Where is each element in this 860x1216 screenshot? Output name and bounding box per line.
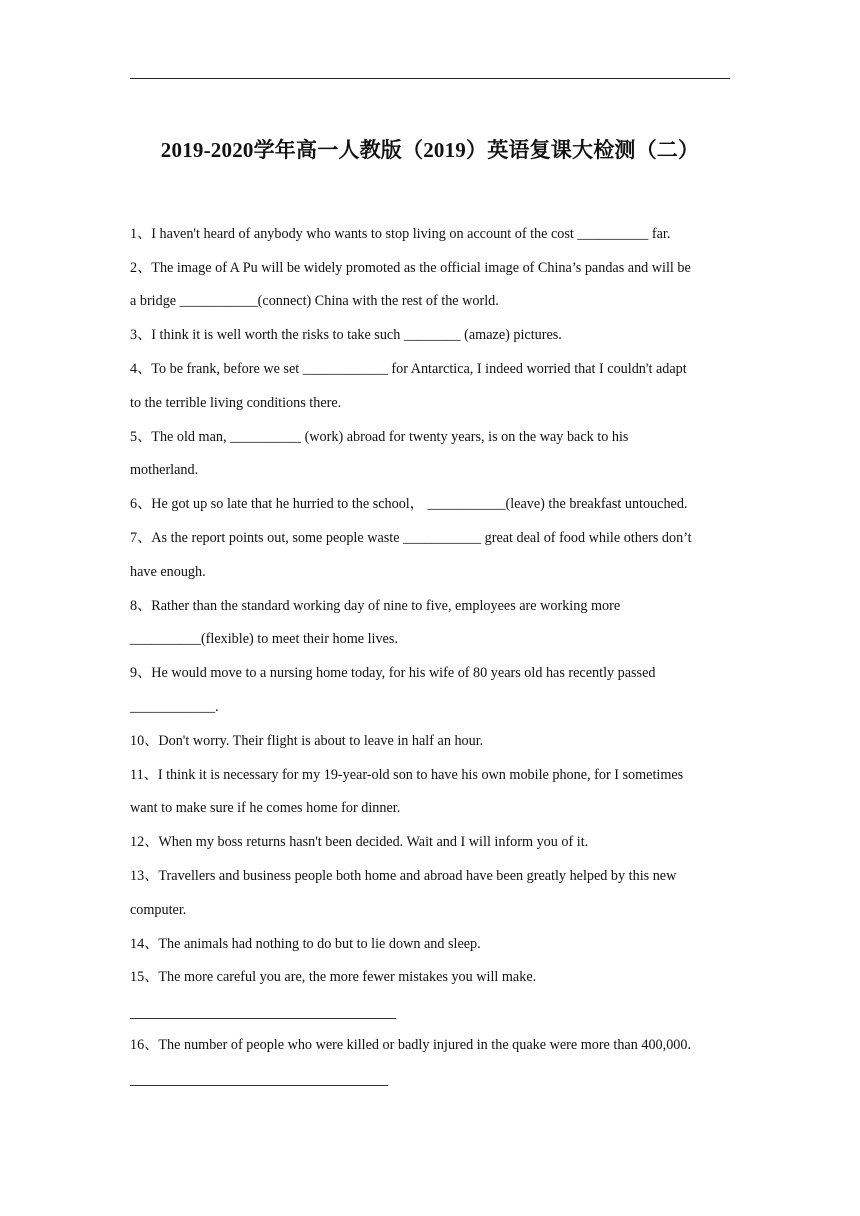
question-4-line-1: 4、To be frank, before we set ____________ for Antarctica, I indeed worried that I couldn't adapt xyxy=(130,361,687,377)
question-9-line-2: ____________. xyxy=(130,699,219,715)
question-8-line-2: __________(flexible) to meet their home lives. xyxy=(130,631,398,647)
question-3-line-1: 3、I think it is well worth the risks to take such ________ (amaze) pictures. xyxy=(130,327,562,343)
question-11-line-2: want to make sure if he comes home for dinner. xyxy=(130,800,401,816)
question-12-line-1: 12、When my boss returns hasn't been decided. Wait and I will inform you of it. xyxy=(130,834,589,850)
header-rule xyxy=(130,78,730,79)
question-15-answer-line xyxy=(130,1018,396,1019)
question-2-line-2: a bridge ___________(connect) China with the rest of the world. xyxy=(130,293,499,309)
question-14-line-1: 14、The animals had nothing to do but to lie down and sleep. xyxy=(130,936,481,952)
question-15-line-1: 15、The more careful you are, the more fewer mistakes you will make. xyxy=(130,969,537,985)
question-11-line-1: 11、I think it is necessary for my 19-year-old son to have his own mobile phone, for I sometimes xyxy=(130,767,684,783)
question-7-line-2: have enough. xyxy=(130,564,206,580)
question-8-line-1: 8、Rather than the standard working day of nine to five, employees are working more xyxy=(130,598,621,614)
question-1-line-1: 1、I haven't heard of anybody who wants to stop living on account of the cost __________ far. xyxy=(130,226,671,242)
question-5-line-1: 5、The old man, __________ (work) abroad for twenty years, is on the way back to his xyxy=(130,429,629,445)
question-16-answer-line xyxy=(130,1085,388,1086)
question-13-line-1: 13、Travellers and business people both home and abroad have been greatly helped by this new xyxy=(130,868,677,884)
document-title: 2019-2020学年高一人教版（2019）英语复课大检测（二） xyxy=(160,138,700,162)
question-9-line-1: 9、He would move to a nursing home today, for his wife of 80 years old has recently passed xyxy=(130,665,656,681)
question-7-line-1: 7、As the report points out, some people waste ___________ great deal of food while others don’t xyxy=(130,530,692,546)
question-13-line-2: computer. xyxy=(130,902,187,918)
question-16-line-1: 16、The number of people who were killed or badly injured in the quake were more than 400,000. xyxy=(130,1037,692,1053)
question-2-line-1: 2、The image of A Pu will be widely promoted as the official image of China’s pandas and will be xyxy=(130,260,691,276)
question-6-line-1: 6、He got up so late that he hurried to the school， ___________(leave) the breakfast untouched. xyxy=(130,496,688,512)
question-5-line-2: motherland. xyxy=(130,462,199,478)
question-4-line-2: to the terrible living conditions there. xyxy=(130,395,342,411)
question-10-line-1: 10、Don't worry. Their flight is about to leave in half an hour. xyxy=(130,733,484,749)
